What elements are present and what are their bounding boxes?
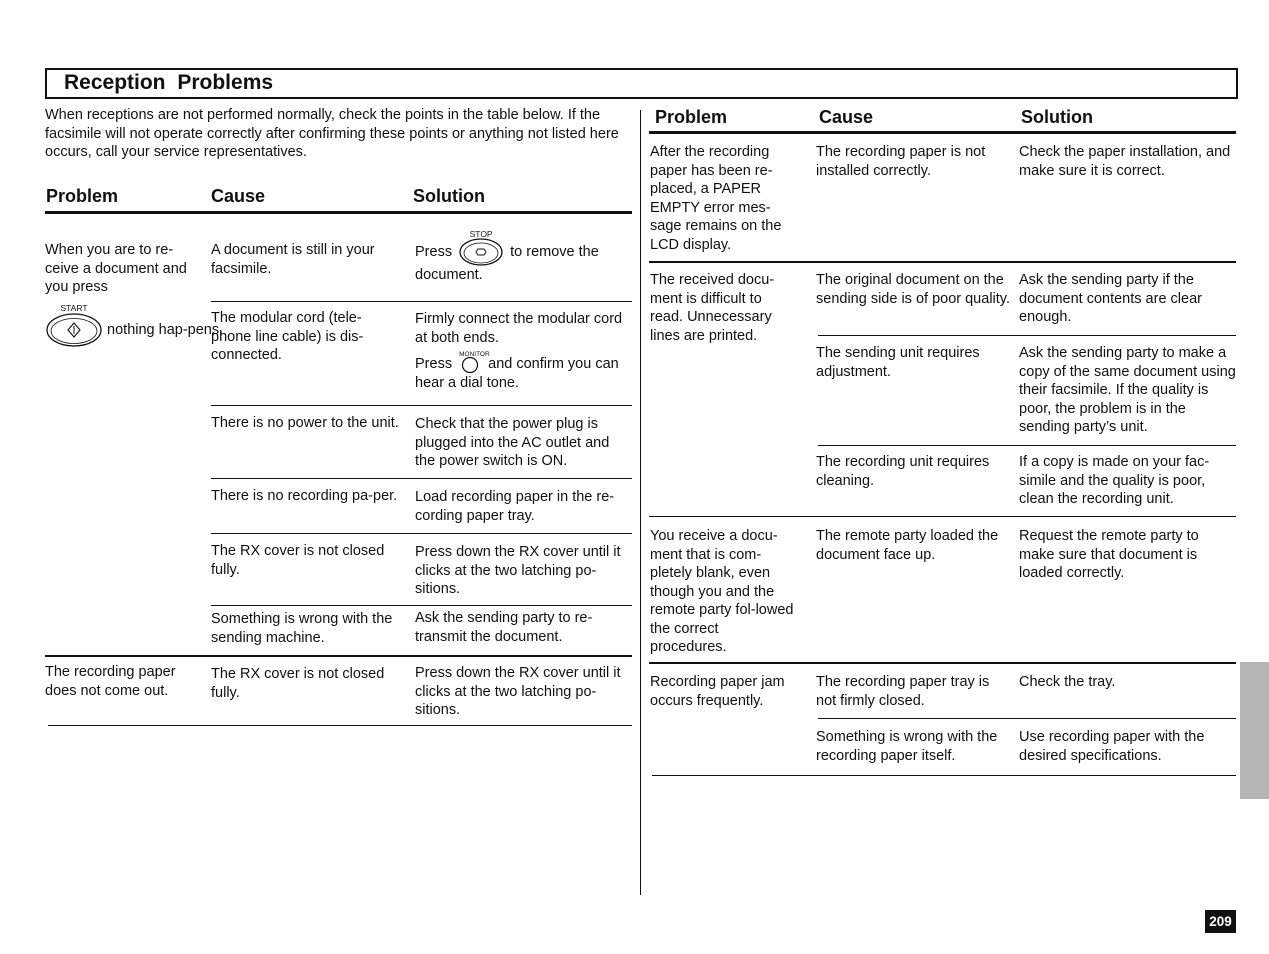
solution-dial-tone-text: and confirm you can hear a dial tone. [415, 356, 619, 391]
row-rule [211, 605, 632, 606]
solution-retransmit: Ask the sending party to re-transmit the document. [415, 610, 593, 645]
problem-text-after: nothing hap-pens. [107, 321, 224, 338]
chapter-tab [1240, 662, 1269, 799]
solution-check-power: Check that the power plug is plugged into the AC outlet and the power switch is ON. [415, 416, 610, 469]
table-end-rule [652, 775, 1236, 776]
solution-clean-unit: If a copy is made on your fac-simile and the quality is poor, clean the recording unit. [1019, 454, 1210, 507]
header-rule-right [649, 131, 1236, 134]
solution-connect-text: Firmly connect the modular cord at both ends. [415, 311, 623, 346]
cause-modular-cord: The modular cord (tele-phone line cable) is dis-connected. [211, 310, 364, 363]
cause-document-in-facsimile: A document is still in your facsimile. [211, 242, 375, 277]
column-divider [640, 110, 641, 895]
solution-ask-copy: Ask the sending party to make a copy of the same document using their facsimile. If the quality is poor, the problem is in the sending party’s unit. [1019, 345, 1236, 435]
cause-no-power: There is no power to the unit. [211, 415, 399, 431]
stop-key-caption: STOP [469, 229, 493, 239]
problem-rule [649, 261, 1236, 263]
problem-difficult-to-read: The received docu-ment is difficult to read. Unnecessary lines are printed. [650, 272, 775, 344]
problem-paper-not-out: The recording paper does not come out. [45, 664, 176, 699]
page-number: 209 [1205, 910, 1236, 933]
header-problem-left: Problem [46, 186, 119, 206]
problem-no-reception [45, 241, 224, 348]
solution-use-proper-paper: Use recording paper with the desired specifications. [1019, 729, 1205, 764]
solution-press-stop [415, 229, 630, 285]
cause-no-paper: There is no recording pa-per. [211, 488, 398, 504]
cause-poor-original: The original document on the sending side is of poor quality. [816, 272, 1010, 307]
row-rule [211, 301, 632, 302]
row-rule [211, 405, 632, 406]
problem-blank-document: You receive a docu-ment that is com-pletely blank, even though you and the remote party fol-lowed the correct procedures. [650, 528, 794, 655]
cause-tray-not-closed: The recording paper tray is not firmly closed. [816, 674, 990, 709]
solution-request-correct-loading: Request the remote party to make sure that document is loaded correctly. [1019, 528, 1199, 581]
solution-press-rx-cover: Press down the RX cover until it clicks at the two latching po-sitions. [415, 544, 621, 597]
problem-paper-empty-error: After the recording paper has been re-placed, a PAPER EMPTY error mes-sage remains on the LCD display. [650, 144, 782, 253]
row-rule [818, 718, 1236, 719]
start-key-icon [45, 302, 103, 348]
stop-key-icon [459, 229, 503, 266]
row-rule [211, 533, 632, 534]
monitor-key-icon [459, 351, 490, 373]
problem-paper-jam: Recording paper jam occurs frequently. [650, 674, 785, 709]
solution-connect-cord [415, 310, 630, 392]
solution-ask-clear: Ask the sending party if the document contents are clear enough. [1019, 272, 1202, 325]
solution-check-installation: Check the paper installation, and make sure it is correct. [1019, 144, 1231, 179]
table-end-rule [48, 725, 632, 726]
problem-text-before: When you are to re-ceive a document and you press [45, 242, 187, 295]
problem-rule [45, 655, 632, 657]
cause-rx-cover: The RX cover is not closed fully. [211, 666, 385, 701]
header-solution-left: Solution [413, 186, 485, 206]
cause-sending-unit-adjustment: The sending unit requires adjustment. [816, 345, 980, 380]
intro-text: When receptions are not performed normally, check the points in the table below. If the facsimile will not operate correctly after confirming these points or anything not listed here occurs, call your service representatives. [45, 107, 619, 160]
row-rule [818, 445, 1236, 446]
monitor-key-caption: MONITOR [459, 351, 490, 359]
header-cause-left: Cause [211, 186, 266, 206]
header-cause-right: Cause [819, 107, 874, 127]
solution-check-tray: Check the tray. [1019, 674, 1116, 690]
problem-rule [649, 662, 1236, 664]
cause-paper-not-installed: The recording paper is not installed correctly. [816, 144, 986, 179]
cause-rx-cover: The RX cover is not closed fully. [211, 543, 385, 578]
title-box [45, 68, 1238, 99]
solution-press-label: Press [415, 243, 453, 260]
cause-face-up: The remote party loaded the document face up. [816, 528, 999, 563]
solution-press-rx-cover: Press down the RX cover until it clicks at the two latching po-sitions. [415, 665, 621, 718]
row-rule [818, 335, 1236, 336]
header-problem-right: Problem [655, 107, 728, 127]
solution-load-paper: Load recording paper in the re-cording paper tray. [415, 489, 615, 524]
solution-press-label: Press [415, 356, 453, 372]
cause-sending-machine: Something is wrong with the sending machine. [211, 611, 393, 646]
problem-rule [649, 516, 1236, 517]
solution-remove-text: to remove the document. [415, 243, 599, 283]
header-rule-left [45, 211, 632, 214]
cause-recording-unit-cleaning: The recording unit requires cleaning. [816, 454, 990, 489]
row-rule [211, 478, 632, 479]
page-title: Reception Problems [64, 71, 274, 94]
header-solution-right: Solution [1021, 107, 1093, 127]
cause-paper-itself: Something is wrong with the recording paper itself. [816, 729, 998, 764]
start-key-caption: START [60, 302, 88, 313]
